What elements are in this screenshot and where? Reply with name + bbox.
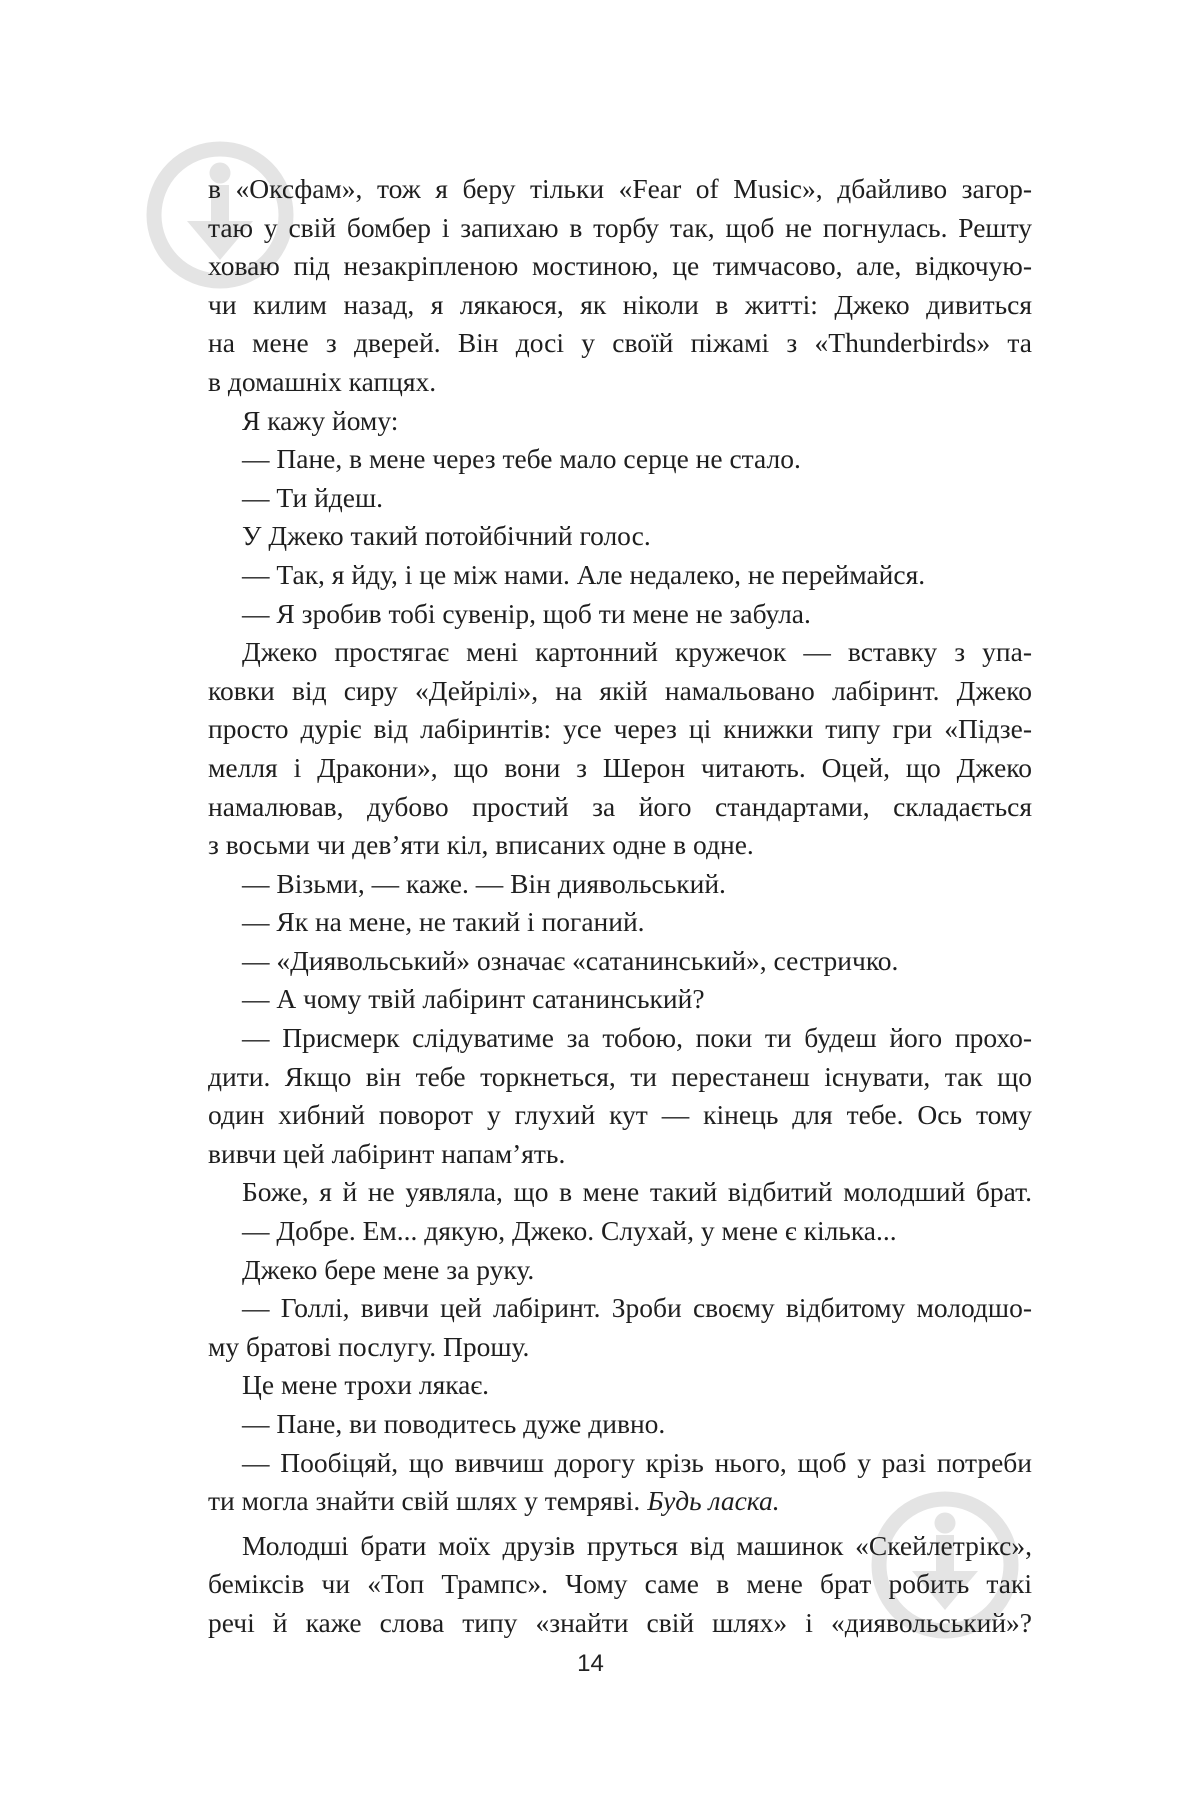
dialogue-line: — Присмерк слідуватиме за тобою, поки ти будеш його прохо- — [242, 1022, 1032, 1054]
text-line-content: ти могла знайти свій шлях у темряві. — [208, 1485, 641, 1517]
dialogue-line: — Я зробив тобі сувенір, щоб ти мене не забула. — [242, 597, 811, 629]
text-line: речі й каже слова типу «знайти свій шлях» і «диявольський»? — [208, 1606, 1032, 1638]
text-line: Джеко простягає мені картонний кружечок — вставку з упа- — [242, 636, 1032, 668]
dialogue-line: — А чому твій лабіринт сатанинський? — [242, 983, 705, 1015]
text-line: Боже, я й не уявляла, що в мене такий відбитий молодший брат. — [242, 1176, 1032, 1208]
text-line: намалював, дубово простий за його стандартами, складається — [208, 790, 1032, 822]
text-line: таю у свій бомбер і запихаю в торбу так, щоб не погнулась. Решту — [208, 211, 1032, 243]
text-line: дити. Якщо він тебе торкнеться, ти перестанеш існувати, так що — [208, 1060, 1032, 1092]
page-body-text — [208, 170, 1032, 1643]
text-line: мелля і Дракони», що вони з Шерон читають. Оцей, що Джеко — [208, 751, 1032, 783]
text-line: му братові послугу. Прошу. — [208, 1330, 530, 1362]
text-line: Джеко бере мене за руку. — [242, 1253, 535, 1285]
text-line: один хибний поворот у глухий кут — кінець для тебе. Ось тому — [208, 1099, 1032, 1131]
text-line: в домашніх капцях. — [208, 365, 437, 397]
text-line: вивчи цей лабіринт напам’ять. — [208, 1137, 566, 1169]
dialogue-line: — Пообіцяй, що вивчиш дорогу крізь нього, щоб у разі потреби — [242, 1446, 1032, 1478]
text-line: Молодші брати моїх друзів пруться від машинок «Скейлетрікс», — [242, 1529, 1032, 1561]
text-line: в «Оксфам», тож я беру тільки «Fear of Music», дбайливо загор- — [208, 173, 1032, 204]
text-line: ковки від сиру «Дейрілі», на якій намальовано лабіринт. Джеко — [208, 674, 1032, 706]
text-line: беміксів чи «Топ Трампс». Чому саме в мене брат робить такі — [208, 1568, 1032, 1600]
dialogue-line: — Добре. Ем... дякую, Джеко. Слухай, у мене є кілька... — [242, 1215, 897, 1247]
text-line — [208, 1482, 1032, 1521]
dialogue-line: — Голлі, вивчи цей лабіринт. Зроби своєму відбитому молодшо- — [242, 1292, 1032, 1324]
dialogue-line: — «Диявольський» означає «сатанинський», сестричко. — [242, 944, 899, 976]
text-line: ховаю під незакріпленою мостиною, це тимчасово, але, відкочую- — [208, 250, 1032, 282]
dialogue-line: — Візьми, — каже. — Він диявольський. — [242, 867, 726, 899]
dialogue-line: — Так, я йду, і це між нами. Але недалеко, не переймайся. — [242, 558, 926, 590]
dialogue-line: — Як на мене, не такий і поганий. — [242, 906, 645, 938]
dialogue-line: — Пане, в мене через тебе мало серце не стало. — [242, 443, 801, 475]
dialogue-line: — Ти йдеш. — [242, 481, 384, 513]
italic-phrase: Будь ласка. — [647, 1485, 780, 1517]
text-line: чи килим назад, я лякаюся, як ніколи в житті: Джеко дивиться — [208, 288, 1032, 320]
text-line: з восьми чи дев’яти кіл, вписаних одне в одне. — [208, 829, 754, 861]
dialogue-line: — Пане, ви поводитесь дуже дивно. — [242, 1408, 666, 1439]
text-line: просто дуріє від лабіринтів: усе через ці книжки типу гри «Підзе- — [208, 713, 1032, 745]
text-line: на мене з дверей. Він досі у своїй піжамі з «Thunderbirds» та — [208, 327, 1032, 359]
text-line: Це мене трохи лякає. — [242, 1369, 490, 1401]
text-line: У Джеко такий потойбічний голос. — [242, 520, 651, 552]
page-number: 14 — [577, 1650, 604, 1677]
text-line: Я кажу йому: — [242, 404, 399, 436]
